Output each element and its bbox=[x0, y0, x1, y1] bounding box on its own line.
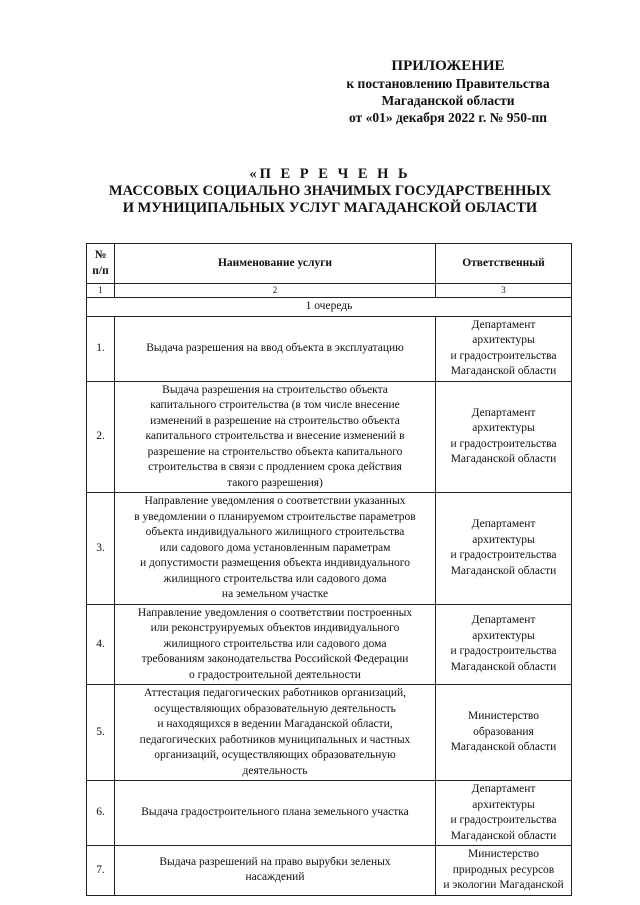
row-number: 3. bbox=[87, 493, 115, 605]
row-number: 4. bbox=[87, 604, 115, 685]
document-title bbox=[40, 166, 620, 217]
index-cell-3: 3 bbox=[436, 284, 572, 298]
responsible-body: Департамент архитектуры и градостроительства Магаданской области bbox=[436, 781, 572, 846]
row-number: 6. bbox=[87, 781, 115, 846]
row-number: 2. bbox=[87, 381, 115, 493]
responsible-body: Департамент архитектуры и градостроительства Магаданской области bbox=[436, 316, 572, 381]
title-line-1: «П Е Р Е Ч Е Н Ь bbox=[249, 166, 411, 182]
service-name: Выдача разрешения на ввод объекта в эксплуатацию bbox=[115, 316, 436, 381]
table-row bbox=[87, 781, 572, 846]
row-number: 1. bbox=[87, 316, 115, 381]
header-number: № п/п bbox=[87, 244, 115, 284]
header-service: Наименование услуги bbox=[115, 244, 436, 284]
index-cell-1: 1 bbox=[87, 284, 115, 298]
service-name: Направление уведомления о соответствии построенных или реконструируемых объектов индивидуального жилищного строительства или садового дома требованиям законодательства Российской Федерации о градостроительной деятельности bbox=[115, 604, 436, 685]
table-row bbox=[87, 316, 572, 381]
appendix-line-1: к постановлению Правительства bbox=[346, 76, 550, 91]
responsible-body: Министерство образования Магаданской области bbox=[436, 685, 572, 781]
table-row bbox=[87, 685, 572, 781]
queue-label: 1 очередь bbox=[87, 298, 572, 317]
responsible-body: Министерство природных ресурсов и экологии Магаданской bbox=[436, 846, 572, 896]
responsible-body: Департамент архитектуры и градостроительства Магаданской области bbox=[436, 493, 572, 605]
row-number: 7. bbox=[87, 846, 115, 896]
table-row bbox=[87, 381, 572, 493]
appendix-block bbox=[318, 58, 578, 126]
row-number: 5. bbox=[87, 685, 115, 781]
service-name: Аттестация педагогических работников организаций, осуществляющих образовательную деятельность и находящихся в ведении Магаданской области, педагогических работников муниципальных и частных организаций, осуществляющих образовательную деятельность bbox=[115, 685, 436, 781]
index-row bbox=[87, 284, 572, 298]
service-name: Выдача градостроительного плана земельного участка bbox=[115, 781, 436, 846]
appendix-line-3: от «01» декабря 2022 г. № 950-пп bbox=[348, 110, 547, 125]
responsible-body: Департамент архитектуры и градостроительства Магаданской области bbox=[436, 381, 572, 493]
header-responsible: Ответственный bbox=[436, 244, 572, 284]
table-row bbox=[87, 493, 572, 605]
appendix-line-2: Магаданской области bbox=[381, 93, 515, 108]
table-row bbox=[87, 604, 572, 685]
header-row bbox=[87, 244, 572, 284]
title-line-2: МАССОВЫХ СОЦИАЛЬНО ЗНАЧИМЫХ ГОСУДАРСТВЕННЫХ bbox=[108, 183, 552, 199]
service-name: Выдача разрешений на право вырубки зеленых насаждений bbox=[115, 846, 436, 896]
responsible-body: Департамент архитектуры и градостроительства Магаданской области bbox=[436, 604, 572, 685]
table-row bbox=[87, 846, 572, 896]
title-line-3: И МУНИЦИПАЛЬНЫХ УСЛУГ МАГАДАНСКОЙ ОБЛАСТИ bbox=[122, 200, 538, 216]
service-name: Направление уведомления о соответствии указанных в уведомлении о планируемом строительстве параметров объекта индивидуального жилищного строительства или садового дома установленным параметрам и допустимости размещения объекта индивидуального жилищного строительства или садового дома на земельном участке bbox=[115, 493, 436, 605]
service-name: Выдача разрешения на строительство объекта капитального строительства (в том числе внесение изменений в разрешение на строительство объекта капитального строительства и внесение изменений в разрешение на строительство объекта капитального строительства в связи с продлением срока действия такого разрешения) bbox=[115, 381, 436, 493]
index-cell-2: 2 bbox=[115, 284, 436, 298]
queue-row bbox=[87, 298, 572, 317]
services-table bbox=[86, 243, 572, 896]
appendix-heading: ПРИЛОЖЕНИЕ bbox=[391, 58, 505, 74]
